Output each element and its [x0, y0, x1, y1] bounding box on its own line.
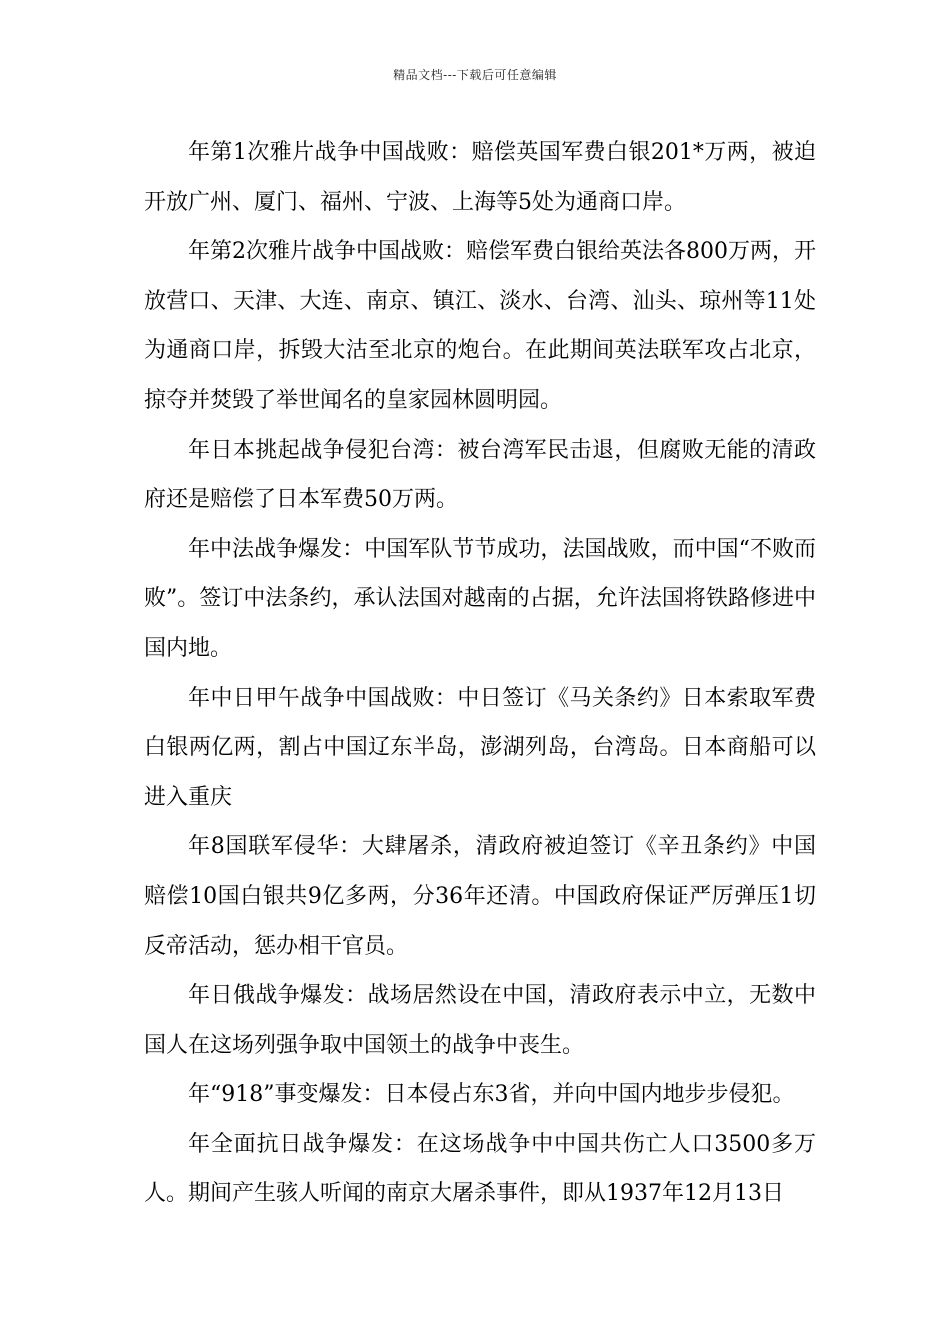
page-header: 精品文档---下载后可任意编辑 [393, 68, 557, 82]
paragraph-eight-nation-alliance: 年8国联军侵华：大肆屠杀，清政府被迫签订《辛丑条约》中国赔偿10国白银共9亿多两，分36年还清。中国政府保证严厉弹压1切反帝活动，惩办相干官员。 [144, 834, 816, 959]
paragraph-opium-war-1: 年第1次雅片战争中国战败：赔偿英国军费白银201*万两，被迫开放广州、厦门、福州、宁波、上海等5处为通商口岸。 [144, 140, 816, 215]
paragraph-sino-japanese-war: 年中日甲午战争中国战败：中日签订《马关条约》日本索取军费白银两亿两，割占中国辽东半岛，澎湖列岛，台湾岛。日本商船可以进入重庆 [144, 685, 816, 810]
paragraph-anti-japanese-war: 年全面抗日战争爆发：在这场战争中中国共伤亡人口3500多万人。期间产生骇人听闻的南京大屠杀事件，即从1937年12月13日 [144, 1131, 816, 1207]
paragraph-sino-french-war: 年中法战争爆发：中国军队节节成功，法国战败，而中国“不败而败”。签订中法条约，承认法国对越南的占据，允许法国将铁路修进中国内地。 [144, 536, 816, 661]
paragraph-opium-war-2: 年第2次雅片战争中国战败：赔偿军费白银给英法各800万两，开放营口、天津、大连、南京、镇江、淡水、台湾、汕头、琼州等11处为通商口岸，拆毁大沽至北京的炮台。在此期间英法联军攻占北京，掠夺并焚毁了举世闻名的皇家园林圆明园。 [144, 239, 816, 413]
paragraph-taiwan-invasion: 年日本挑起战争侵犯台湾：被台湾军民击退，但腐败无能的清政府还是赔偿了日本军费50万两。 [144, 437, 816, 513]
document-body [144, 128, 816, 1219]
paragraph-russo-japanese-war: 年日俄战争爆发：战场居然设在中国，清政府表示中立，无数中国人在这场列强争取中国领土的战争中丧生。 [144, 983, 816, 1058]
paragraph-918-incident: 年“918”事变爆发：日本侵占东3省，并向中国内地步步侵犯。 [188, 1082, 795, 1108]
